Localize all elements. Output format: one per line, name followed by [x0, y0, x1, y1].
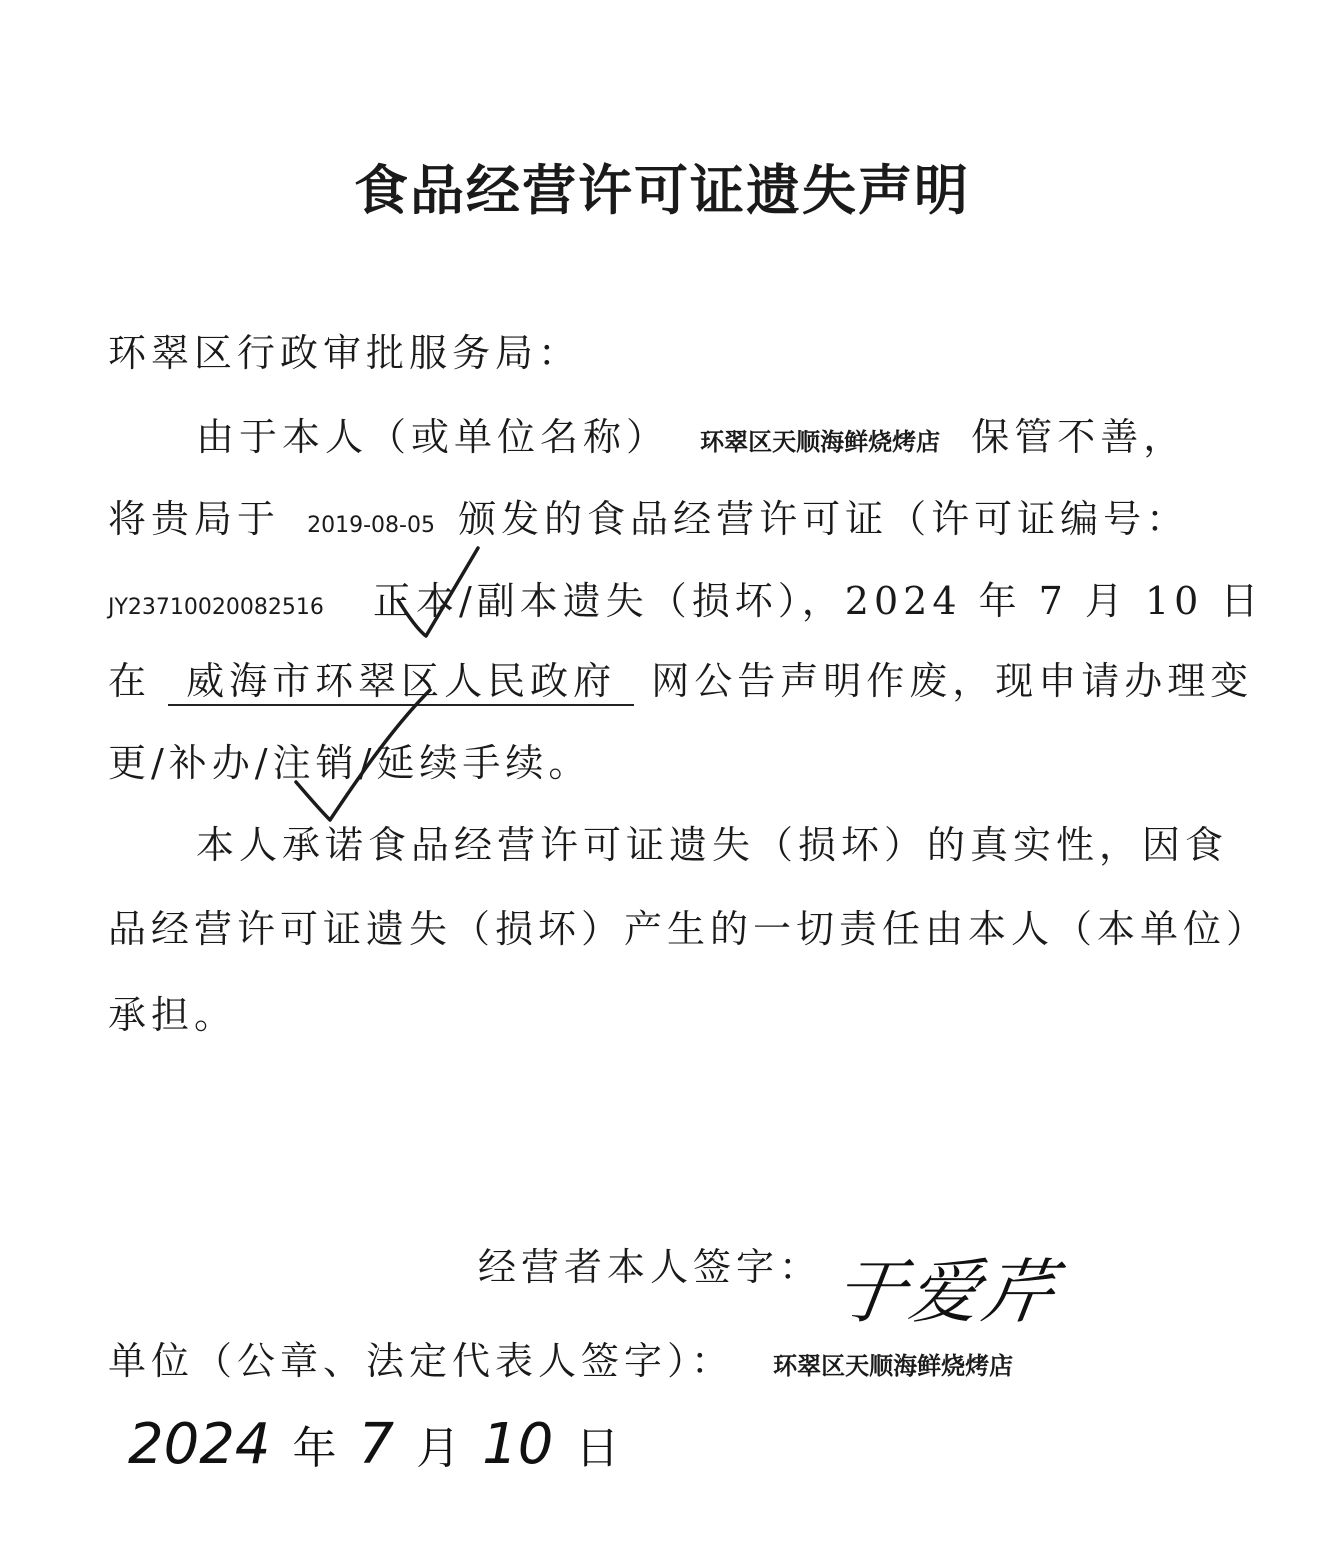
unit-name: 环翠区天顺海鲜烧烤店: [700, 428, 941, 456]
checkmark-original-copy: [398, 548, 478, 636]
p4-text-b: 网公告声明作废，现申请办理变: [651, 659, 1254, 703]
paragraph-2-line-1: 本人承诺食品经营许可证遗失（损坏）的真实性，因食: [196, 823, 1229, 867]
p1-text-b: 保管不善，: [971, 415, 1187, 459]
hand-month: 7: [358, 1412, 395, 1477]
hand-day-char: 日: [575, 1423, 620, 1474]
license-number: JY23710020082516: [108, 595, 324, 620]
hand-month-char: 月: [416, 1423, 461, 1474]
p4-text-a: 在: [108, 659, 152, 703]
document-title: 食品经营许可证遗失声明: [354, 159, 970, 222]
p2-text-a: 将贵局于: [108, 497, 281, 541]
p2-text-b: 颁发的食品经营许可证（许可证编号：: [458, 497, 1190, 541]
p3-text-b: 正本/副本遗失（损坏），2024 年 7 月 10 日: [372, 579, 1264, 623]
unit-sign-label: 单位（公章、法定代表人签字）：: [108, 1339, 735, 1383]
unit-sign-name: 环翠区天顺海鲜烧烤店: [773, 1352, 1014, 1380]
p1-text-a: 由于本人（或单位名称）: [196, 415, 670, 459]
addressee: 环翠区行政审批服务局：: [108, 331, 582, 375]
paragraph-1-line-5: 更/补办/注销/延续手续。: [108, 741, 592, 785]
publisher-name: 威海市环翠区人民政府: [168, 662, 634, 706]
hand-year-char: 年: [292, 1423, 337, 1474]
paragraph-2-line-2: 品经营许可证遗失（损坏）产生的一切责任由本人（本单位）: [108, 907, 1270, 951]
issue-date: 2019-08-05: [307, 513, 435, 538]
hand-year: 2024: [128, 1412, 271, 1477]
operator-signature-text: 于爱芹: [829, 1251, 1063, 1333]
hand-day: 10: [482, 1412, 554, 1477]
checkmark-cancel: [296, 690, 430, 820]
paragraph-2-line-3: 承担。: [108, 993, 238, 1037]
operator-sign-label: 经营者本人签字：: [478, 1245, 823, 1289]
